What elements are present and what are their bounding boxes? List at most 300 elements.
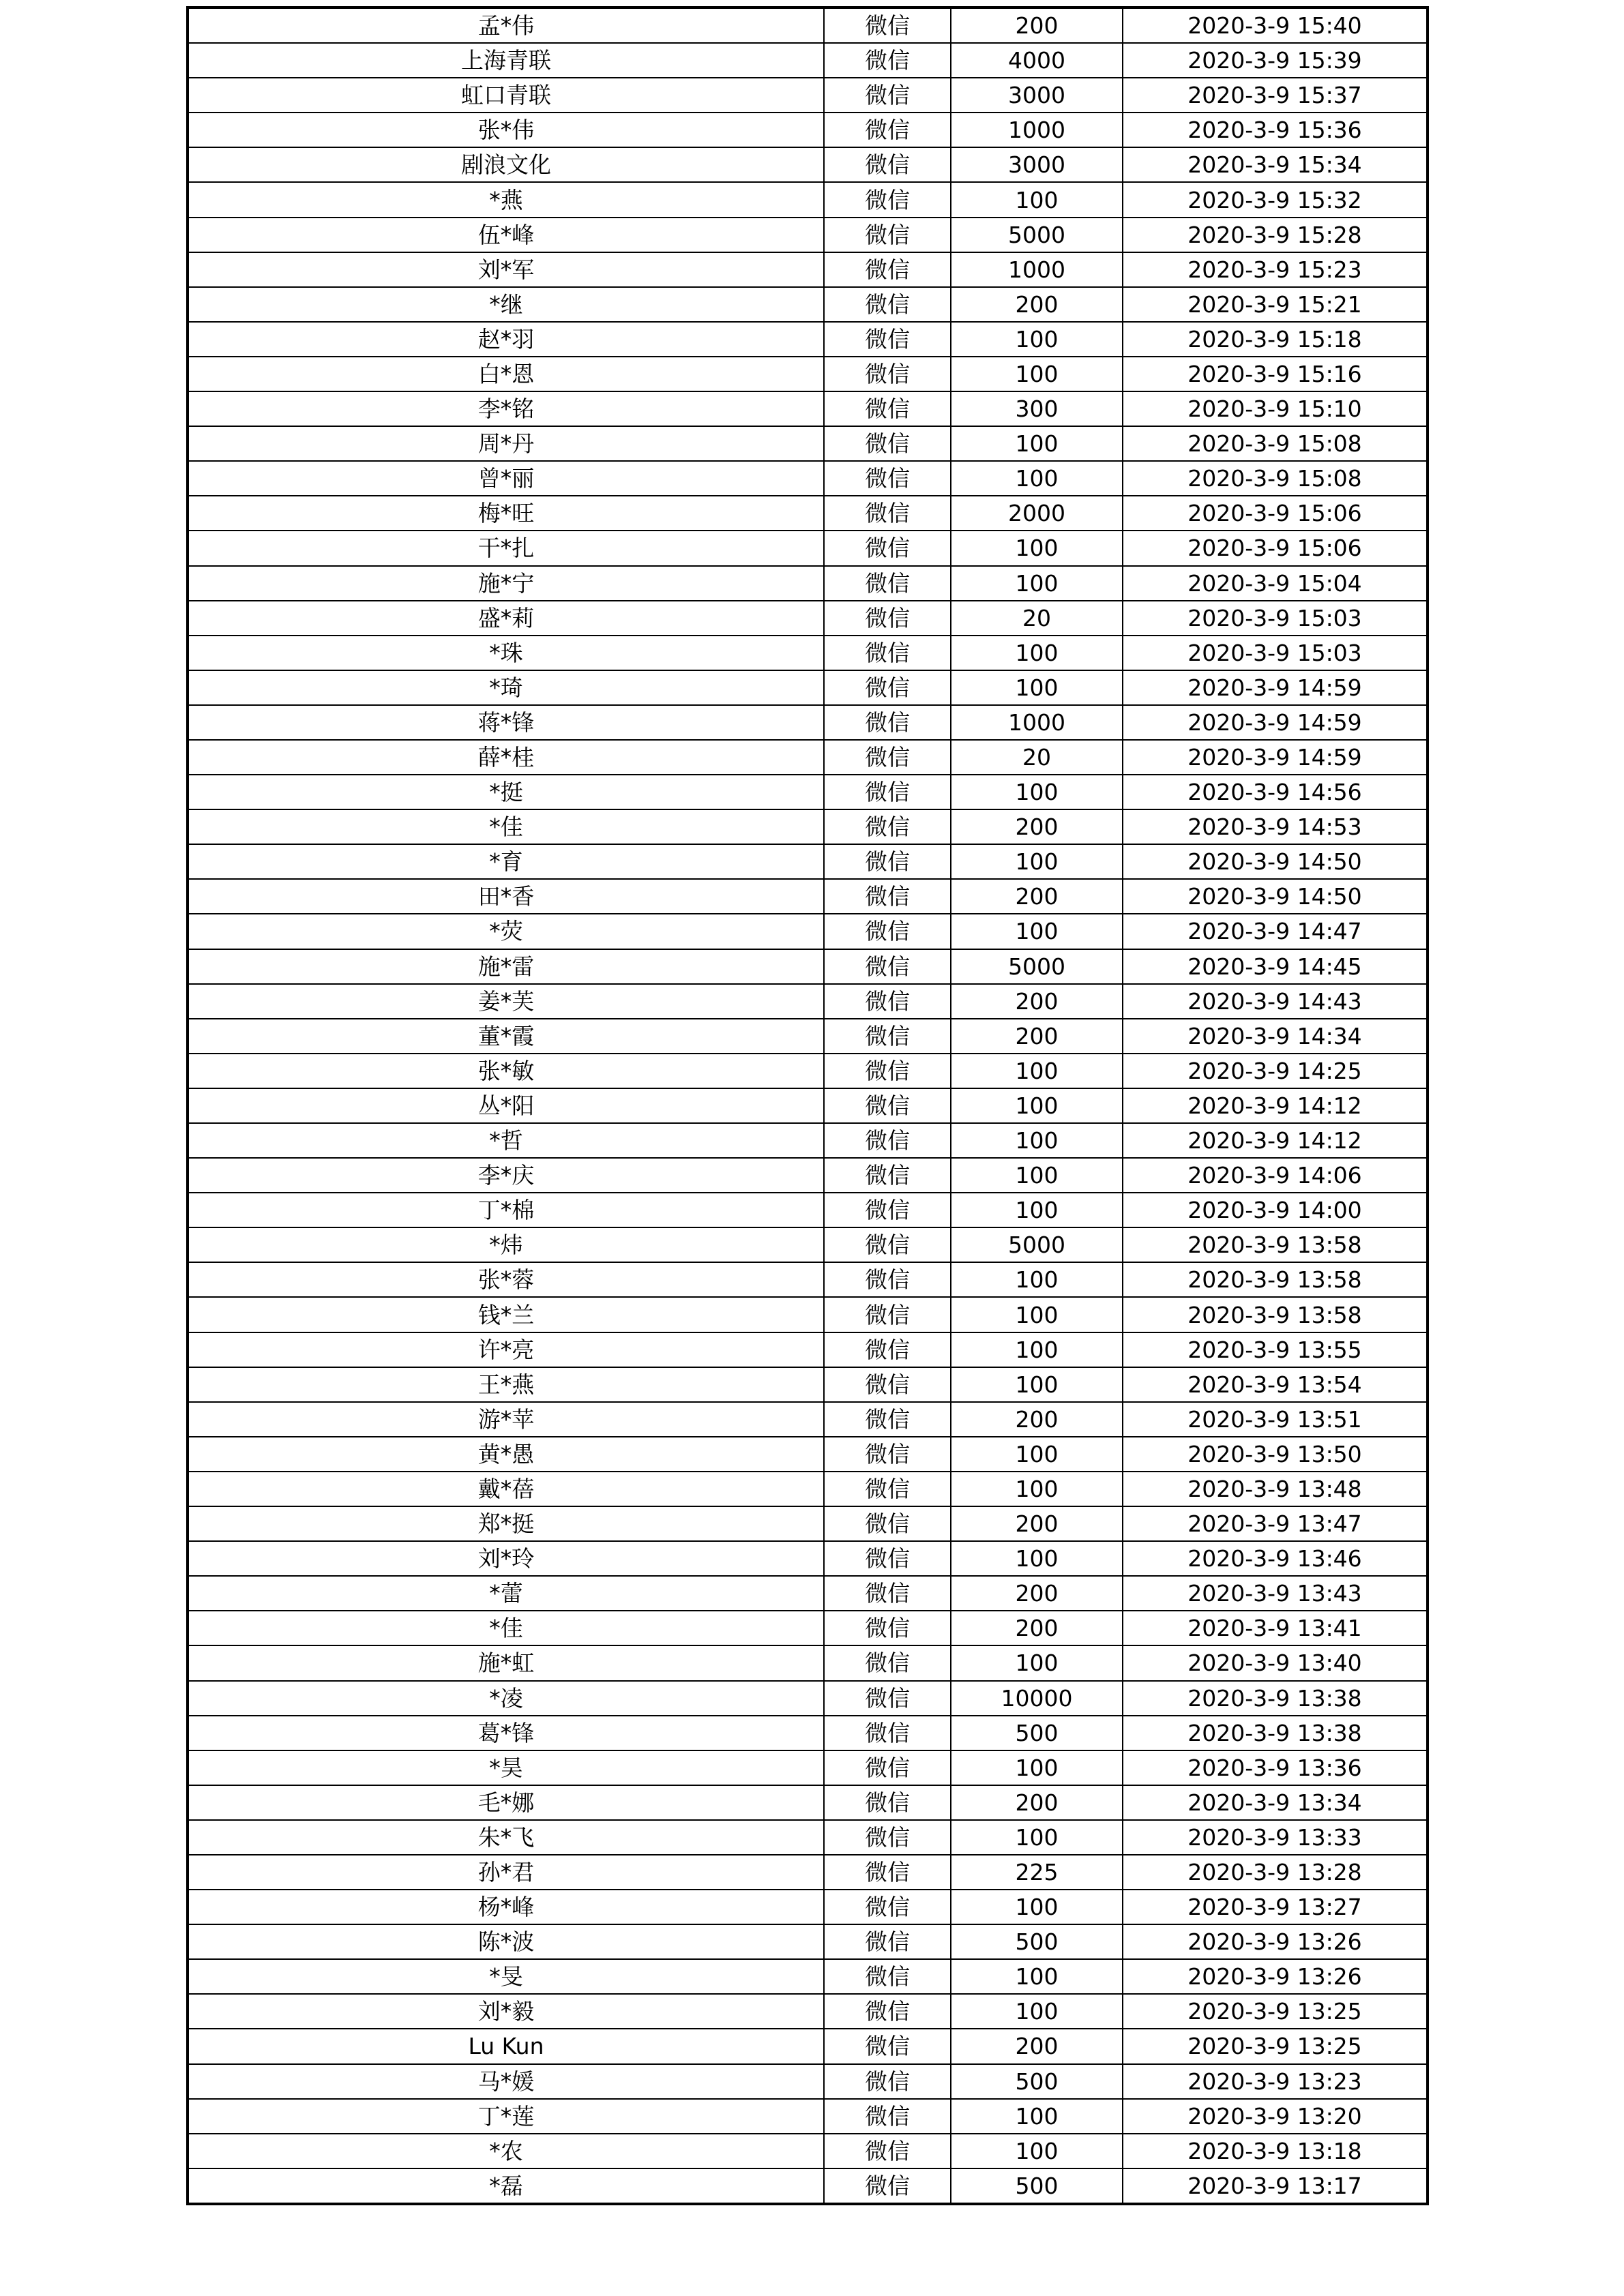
payment-method-cell: 微信: [824, 844, 951, 879]
amount-cell: 100: [951, 1437, 1123, 1472]
table-row: [188, 1437, 1428, 1472]
table-row: [188, 1123, 1428, 1158]
timestamp-cell: 2020-3-9 15:36: [1123, 113, 1428, 147]
payment-method-cell: 微信: [824, 2029, 951, 2063]
timestamp-cell: 2020-3-9 15:28: [1123, 218, 1428, 252]
donor-name-cell: *凌: [188, 1681, 824, 1716]
payment-method-cell: 微信: [824, 740, 951, 775]
payment-method-cell: 微信: [824, 357, 951, 391]
donor-name-cell: 张*蓉: [188, 1262, 824, 1297]
timestamp-cell: 2020-3-9 13:58: [1123, 1262, 1428, 1297]
donation-table: [186, 6, 1429, 2205]
donor-name-cell: 刘*毅: [188, 1994, 824, 2029]
timestamp-cell: 2020-3-9 13:38: [1123, 1681, 1428, 1716]
payment-method-cell: 微信: [824, 1645, 951, 1680]
donor-name-cell: *哲: [188, 1123, 824, 1158]
amount-cell: 500: [951, 1924, 1123, 1959]
timestamp-cell: 2020-3-9 13:23: [1123, 2064, 1428, 2099]
payment-method-cell: 微信: [824, 1088, 951, 1123]
table-row: [188, 426, 1428, 461]
amount-cell: 500: [951, 2064, 1123, 2099]
donor-name-cell: *珠: [188, 636, 824, 670]
donor-name-cell: 刘*玲: [188, 1541, 824, 1576]
amount-cell: 200: [951, 8, 1123, 43]
payment-method-cell: 微信: [824, 182, 951, 217]
timestamp-cell: 2020-3-9 13:55: [1123, 1332, 1428, 1367]
donor-name-cell: 马*媛: [188, 2064, 824, 2099]
donor-name-cell: 白*恩: [188, 357, 824, 391]
donation-table-body: [188, 8, 1428, 2204]
timestamp-cell: 2020-3-9 13:25: [1123, 2029, 1428, 2063]
timestamp-cell: 2020-3-9 13:51: [1123, 1402, 1428, 1437]
donor-name-cell: 许*亮: [188, 1332, 824, 1367]
table-row: [188, 252, 1428, 287]
amount-cell: 3000: [951, 147, 1123, 182]
table-row: [188, 1576, 1428, 1611]
timestamp-cell: 2020-3-9 13:43: [1123, 1576, 1428, 1611]
payment-method-cell: 微信: [824, 218, 951, 252]
payment-method-cell: 微信: [824, 670, 951, 705]
donor-name-cell: *挺: [188, 775, 824, 809]
payment-method-cell: 微信: [824, 252, 951, 287]
timestamp-cell: 2020-3-9 14:50: [1123, 844, 1428, 879]
timestamp-cell: 2020-3-9 13:50: [1123, 1437, 1428, 1472]
payment-method-cell: 微信: [824, 1750, 951, 1785]
amount-cell: 200: [951, 1611, 1123, 1645]
donor-name-cell: 丁*棉: [188, 1193, 824, 1227]
amount-cell: 100: [951, 182, 1123, 217]
donor-name-cell: 李*铭: [188, 391, 824, 426]
table-row: [188, 182, 1428, 217]
payment-method-cell: 微信: [824, 1785, 951, 1820]
timestamp-cell: 2020-3-9 13:26: [1123, 1959, 1428, 1994]
amount-cell: 500: [951, 1716, 1123, 1750]
table-row: [188, 1227, 1428, 1262]
timestamp-cell: 2020-3-9 14:47: [1123, 914, 1428, 949]
donor-name-cell: *继: [188, 287, 824, 322]
table-row: [188, 775, 1428, 809]
amount-cell: 100: [951, 2134, 1123, 2168]
payment-method-cell: 微信: [824, 1472, 951, 1506]
payment-method-cell: 微信: [824, 914, 951, 949]
payment-method-cell: 微信: [824, 1193, 951, 1227]
table-row: [188, 43, 1428, 78]
table-row: [188, 218, 1428, 252]
payment-method-cell: 微信: [824, 1332, 951, 1367]
amount-cell: 20: [951, 601, 1123, 636]
donor-name-cell: Lu Kun: [188, 2029, 824, 2063]
timestamp-cell: 2020-3-9 13:46: [1123, 1541, 1428, 1576]
amount-cell: 100: [951, 426, 1123, 461]
amount-cell: 5000: [951, 1227, 1123, 1262]
timestamp-cell: 2020-3-9 13:36: [1123, 1750, 1428, 1785]
amount-cell: 100: [951, 2099, 1123, 2134]
amount-cell: 100: [951, 322, 1123, 357]
amount-cell: 20: [951, 740, 1123, 775]
amount-cell: 100: [951, 1123, 1123, 1158]
table-row: [188, 531, 1428, 565]
amount-cell: 100: [951, 1750, 1123, 1785]
amount-cell: 200: [951, 1576, 1123, 1611]
donor-name-cell: 伍*峰: [188, 218, 824, 252]
table-row: [188, 496, 1428, 531]
payment-method-cell: 微信: [824, 1855, 951, 1890]
amount-cell: 2000: [951, 496, 1123, 531]
timestamp-cell: 2020-3-9 14:56: [1123, 775, 1428, 809]
table-row: [188, 1611, 1428, 1645]
amount-cell: 200: [951, 809, 1123, 844]
amount-cell: 500: [951, 2168, 1123, 2204]
timestamp-cell: 2020-3-9 13:48: [1123, 1472, 1428, 1506]
payment-method-cell: 微信: [824, 775, 951, 809]
table-row: [188, 113, 1428, 147]
donor-name-cell: 郑*挺: [188, 1506, 824, 1541]
amount-cell: 3000: [951, 78, 1123, 113]
donor-name-cell: 施*雷: [188, 949, 824, 984]
amount-cell: 200: [951, 1506, 1123, 1541]
payment-method-cell: 微信: [824, 1716, 951, 1750]
amount-cell: 100: [951, 1645, 1123, 1680]
amount-cell: 200: [951, 879, 1123, 914]
donor-name-cell: 钱*兰: [188, 1297, 824, 1332]
amount-cell: 1000: [951, 252, 1123, 287]
timestamp-cell: 2020-3-9 14:06: [1123, 1158, 1428, 1193]
donor-name-cell: 毛*娜: [188, 1785, 824, 1820]
table-row: [188, 1054, 1428, 1088]
timestamp-cell: 2020-3-9 15:23: [1123, 252, 1428, 287]
payment-method-cell: 微信: [824, 78, 951, 113]
amount-cell: 1000: [951, 113, 1123, 147]
donor-name-cell: *燕: [188, 182, 824, 217]
table-row: [188, 1890, 1428, 1924]
timestamp-cell: 2020-3-9 14:25: [1123, 1054, 1428, 1088]
table-row: [188, 1297, 1428, 1332]
payment-method-cell: 微信: [824, 1158, 951, 1193]
donor-name-cell: 施*虹: [188, 1645, 824, 1680]
payment-method-cell: 微信: [824, 1541, 951, 1576]
payment-method-cell: 微信: [824, 705, 951, 740]
table-row: [188, 705, 1428, 740]
table-row: [188, 1402, 1428, 1437]
timestamp-cell: 2020-3-9 15:18: [1123, 322, 1428, 357]
timestamp-cell: 2020-3-9 15:34: [1123, 147, 1428, 182]
table-row: [188, 949, 1428, 984]
donor-name-cell: 朱*飞: [188, 1820, 824, 1855]
timestamp-cell: 2020-3-9 13:58: [1123, 1297, 1428, 1332]
donor-name-cell: 葛*锋: [188, 1716, 824, 1750]
timestamp-cell: 2020-3-9 13:54: [1123, 1367, 1428, 1402]
payment-method-cell: 微信: [824, 1123, 951, 1158]
timestamp-cell: 2020-3-9 15:10: [1123, 391, 1428, 426]
timestamp-cell: 2020-3-9 13:58: [1123, 1227, 1428, 1262]
donor-name-cell: *佳: [188, 1611, 824, 1645]
donor-name-cell: 薛*桂: [188, 740, 824, 775]
payment-method-cell: 微信: [824, 1681, 951, 1716]
timestamp-cell: 2020-3-9 14:50: [1123, 879, 1428, 914]
payment-method-cell: 微信: [824, 1297, 951, 1332]
amount-cell: 100: [951, 461, 1123, 496]
timestamp-cell: 2020-3-9 15:21: [1123, 287, 1428, 322]
amount-cell: 100: [951, 531, 1123, 565]
amount-cell: 100: [951, 1158, 1123, 1193]
table-row: [188, 1716, 1428, 1750]
timestamp-cell: 2020-3-9 15:08: [1123, 461, 1428, 496]
timestamp-cell: 2020-3-9 15:06: [1123, 531, 1428, 565]
amount-cell: 200: [951, 984, 1123, 1019]
donor-name-cell: 周*丹: [188, 426, 824, 461]
table-row: [188, 461, 1428, 496]
payment-method-cell: 微信: [824, 531, 951, 565]
payment-method-cell: 微信: [824, 2064, 951, 2099]
timestamp-cell: 2020-3-9 15:40: [1123, 8, 1428, 43]
payment-method-cell: 微信: [824, 809, 951, 844]
table-row: [188, 1472, 1428, 1506]
payment-method-cell: 微信: [824, 2168, 951, 2204]
table-row: [188, 1193, 1428, 1227]
timestamp-cell: 2020-3-9 13:47: [1123, 1506, 1428, 1541]
timestamp-cell: 2020-3-9 13:28: [1123, 1855, 1428, 1890]
payment-method-cell: 微信: [824, 8, 951, 43]
donor-name-cell: 曾*丽: [188, 461, 824, 496]
payment-method-cell: 微信: [824, 1019, 951, 1054]
timestamp-cell: 2020-3-9 14:45: [1123, 949, 1428, 984]
table-row: [188, 287, 1428, 322]
amount-cell: 100: [951, 1959, 1123, 1994]
donor-name-cell: 盛*莉: [188, 601, 824, 636]
timestamp-cell: 2020-3-9 15:16: [1123, 357, 1428, 391]
payment-method-cell: 微信: [824, 984, 951, 1019]
table-row: [188, 1785, 1428, 1820]
table-row: [188, 1332, 1428, 1367]
table-row: [188, 1750, 1428, 1785]
table-row: [188, 1088, 1428, 1123]
timestamp-cell: 2020-3-9 13:17: [1123, 2168, 1428, 2204]
donor-name-cell: 施*宁: [188, 566, 824, 601]
payment-method-cell: 微信: [824, 1924, 951, 1959]
payment-method-cell: 微信: [824, 113, 951, 147]
payment-method-cell: 微信: [824, 879, 951, 914]
payment-method-cell: 微信: [824, 1820, 951, 1855]
payment-method-cell: 微信: [824, 601, 951, 636]
donor-name-cell: 上海青联: [188, 43, 824, 78]
amount-cell: 5000: [951, 218, 1123, 252]
donor-name-cell: *荧: [188, 914, 824, 949]
timestamp-cell: 2020-3-9 15:37: [1123, 78, 1428, 113]
table-row: [188, 2029, 1428, 2063]
amount-cell: 10000: [951, 1681, 1123, 1716]
table-row: [188, 1855, 1428, 1890]
amount-cell: 100: [951, 357, 1123, 391]
amount-cell: 4000: [951, 43, 1123, 78]
payment-method-cell: 微信: [824, 461, 951, 496]
amount-cell: 200: [951, 1785, 1123, 1820]
table-row: [188, 322, 1428, 357]
table-row: [188, 879, 1428, 914]
donor-name-cell: 丛*阳: [188, 1088, 824, 1123]
table-row: [188, 984, 1428, 1019]
timestamp-cell: 2020-3-9 14:43: [1123, 984, 1428, 1019]
table-row: [188, 2099, 1428, 2134]
donor-name-cell: *农: [188, 2134, 824, 2168]
donor-name-cell: 剧浪文化: [188, 147, 824, 182]
amount-cell: 200: [951, 2029, 1123, 2063]
timestamp-cell: 2020-3-9 14:59: [1123, 740, 1428, 775]
donor-name-cell: *炜: [188, 1227, 824, 1262]
table-row: [188, 844, 1428, 879]
table-row: [188, 566, 1428, 601]
timestamp-cell: 2020-3-9 15:03: [1123, 636, 1428, 670]
payment-method-cell: 微信: [824, 1437, 951, 1472]
amount-cell: 100: [951, 1332, 1123, 1367]
payment-method-cell: 微信: [824, 1576, 951, 1611]
table-row: [188, 391, 1428, 426]
timestamp-cell: 2020-3-9 13:34: [1123, 1785, 1428, 1820]
donor-name-cell: *昊: [188, 1750, 824, 1785]
payment-method-cell: 微信: [824, 1959, 951, 1994]
payment-method-cell: 微信: [824, 1262, 951, 1297]
amount-cell: 100: [951, 844, 1123, 879]
table-row: [188, 601, 1428, 636]
donor-name-cell: *旻: [188, 1959, 824, 1994]
payment-method-cell: 微信: [824, 1227, 951, 1262]
payment-method-cell: 微信: [824, 391, 951, 426]
amount-cell: 100: [951, 670, 1123, 705]
donor-name-cell: 孟*伟: [188, 8, 824, 43]
donor-name-cell: 虹口青联: [188, 78, 824, 113]
table-row: [188, 2168, 1428, 2204]
donor-name-cell: 丁*莲: [188, 2099, 824, 2134]
table-row: [188, 1681, 1428, 1716]
payment-method-cell: 微信: [824, 1054, 951, 1088]
table-row: [188, 2134, 1428, 2168]
timestamp-cell: 2020-3-9 13:40: [1123, 1645, 1428, 1680]
payment-method-cell: 微信: [824, 1611, 951, 1645]
timestamp-cell: 2020-3-9 13:25: [1123, 1994, 1428, 2029]
table-row: [188, 2064, 1428, 2099]
timestamp-cell: 2020-3-9 13:26: [1123, 1924, 1428, 1959]
table-row: [188, 8, 1428, 43]
table-row: [188, 1506, 1428, 1541]
payment-method-cell: 微信: [824, 1367, 951, 1402]
payment-method-cell: 微信: [824, 1506, 951, 1541]
donor-name-cell: 黄*愚: [188, 1437, 824, 1472]
payment-method-cell: 微信: [824, 636, 951, 670]
amount-cell: 300: [951, 391, 1123, 426]
amount-cell: 100: [951, 636, 1123, 670]
amount-cell: 100: [951, 775, 1123, 809]
amount-cell: 100: [951, 1472, 1123, 1506]
timestamp-cell: 2020-3-9 14:53: [1123, 809, 1428, 844]
amount-cell: 200: [951, 287, 1123, 322]
timestamp-cell: 2020-3-9 14:12: [1123, 1088, 1428, 1123]
table-row: [188, 1924, 1428, 1959]
timestamp-cell: 2020-3-9 13:20: [1123, 2099, 1428, 2134]
timestamp-cell: 2020-3-9 13:41: [1123, 1611, 1428, 1645]
payment-method-cell: 微信: [824, 566, 951, 601]
amount-cell: 100: [951, 566, 1123, 601]
payment-method-cell: 微信: [824, 426, 951, 461]
donor-name-cell: 张*敏: [188, 1054, 824, 1088]
table-row: [188, 1994, 1428, 2029]
table-row: [188, 1959, 1428, 1994]
donor-name-cell: *佳: [188, 809, 824, 844]
payment-method-cell: 微信: [824, 287, 951, 322]
donor-name-cell: *育: [188, 844, 824, 879]
timestamp-cell: 2020-3-9 14:12: [1123, 1123, 1428, 1158]
payment-method-cell: 微信: [824, 1994, 951, 2029]
amount-cell: 100: [951, 1193, 1123, 1227]
timestamp-cell: 2020-3-9 14:59: [1123, 670, 1428, 705]
amount-cell: 5000: [951, 949, 1123, 984]
table-row: [188, 1645, 1428, 1680]
table-row: [188, 1158, 1428, 1193]
timestamp-cell: 2020-3-9 15:06: [1123, 496, 1428, 531]
amount-cell: 100: [951, 1541, 1123, 1576]
timestamp-cell: 2020-3-9 14:00: [1123, 1193, 1428, 1227]
table-row: [188, 1820, 1428, 1855]
timestamp-cell: 2020-3-9 15:39: [1123, 43, 1428, 78]
table-row: [188, 147, 1428, 182]
amount-cell: 100: [951, 1994, 1123, 2029]
table-row: [188, 809, 1428, 844]
table-row: [188, 1019, 1428, 1054]
table-row: [188, 636, 1428, 670]
payment-method-cell: 微信: [824, 496, 951, 531]
timestamp-cell: 2020-3-9 13:27: [1123, 1890, 1428, 1924]
table-row: [188, 670, 1428, 705]
amount-cell: 100: [951, 1262, 1123, 1297]
donor-name-cell: 赵*羽: [188, 322, 824, 357]
amount-cell: 200: [951, 1402, 1123, 1437]
timestamp-cell: 2020-3-9 15:08: [1123, 426, 1428, 461]
amount-cell: 100: [951, 1890, 1123, 1924]
payment-method-cell: 微信: [824, 322, 951, 357]
amount-cell: 100: [951, 1088, 1123, 1123]
donor-name-cell: 陈*波: [188, 1924, 824, 1959]
donor-name-cell: 田*香: [188, 879, 824, 914]
amount-cell: 100: [951, 1054, 1123, 1088]
donor-name-cell: 干*扎: [188, 531, 824, 565]
timestamp-cell: 2020-3-9 14:59: [1123, 705, 1428, 740]
amount-cell: 100: [951, 1820, 1123, 1855]
donor-name-cell: 姜*芙: [188, 984, 824, 1019]
table-row: [188, 740, 1428, 775]
table-row: [188, 1367, 1428, 1402]
donor-name-cell: *磊: [188, 2168, 824, 2204]
amount-cell: 100: [951, 1297, 1123, 1332]
payment-method-cell: 微信: [824, 1890, 951, 1924]
payment-method-cell: 微信: [824, 147, 951, 182]
payment-method-cell: 微信: [824, 949, 951, 984]
table-row: [188, 1541, 1428, 1576]
donor-name-cell: *琦: [188, 670, 824, 705]
payment-method-cell: 微信: [824, 2099, 951, 2134]
donor-name-cell: 李*庆: [188, 1158, 824, 1193]
timestamp-cell: 2020-3-9 15:32: [1123, 182, 1428, 217]
timestamp-cell: 2020-3-9 14:34: [1123, 1019, 1428, 1054]
donor-name-cell: 戴*蓓: [188, 1472, 824, 1506]
timestamp-cell: 2020-3-9 13:33: [1123, 1820, 1428, 1855]
payment-method-cell: 微信: [824, 43, 951, 78]
table-row: [188, 78, 1428, 113]
donor-name-cell: 王*燕: [188, 1367, 824, 1402]
payment-method-cell: 微信: [824, 1402, 951, 1437]
table-row: [188, 914, 1428, 949]
donor-name-cell: 梅*旺: [188, 496, 824, 531]
table-row: [188, 1262, 1428, 1297]
amount-cell: 200: [951, 1019, 1123, 1054]
timestamp-cell: 2020-3-9 15:03: [1123, 601, 1428, 636]
